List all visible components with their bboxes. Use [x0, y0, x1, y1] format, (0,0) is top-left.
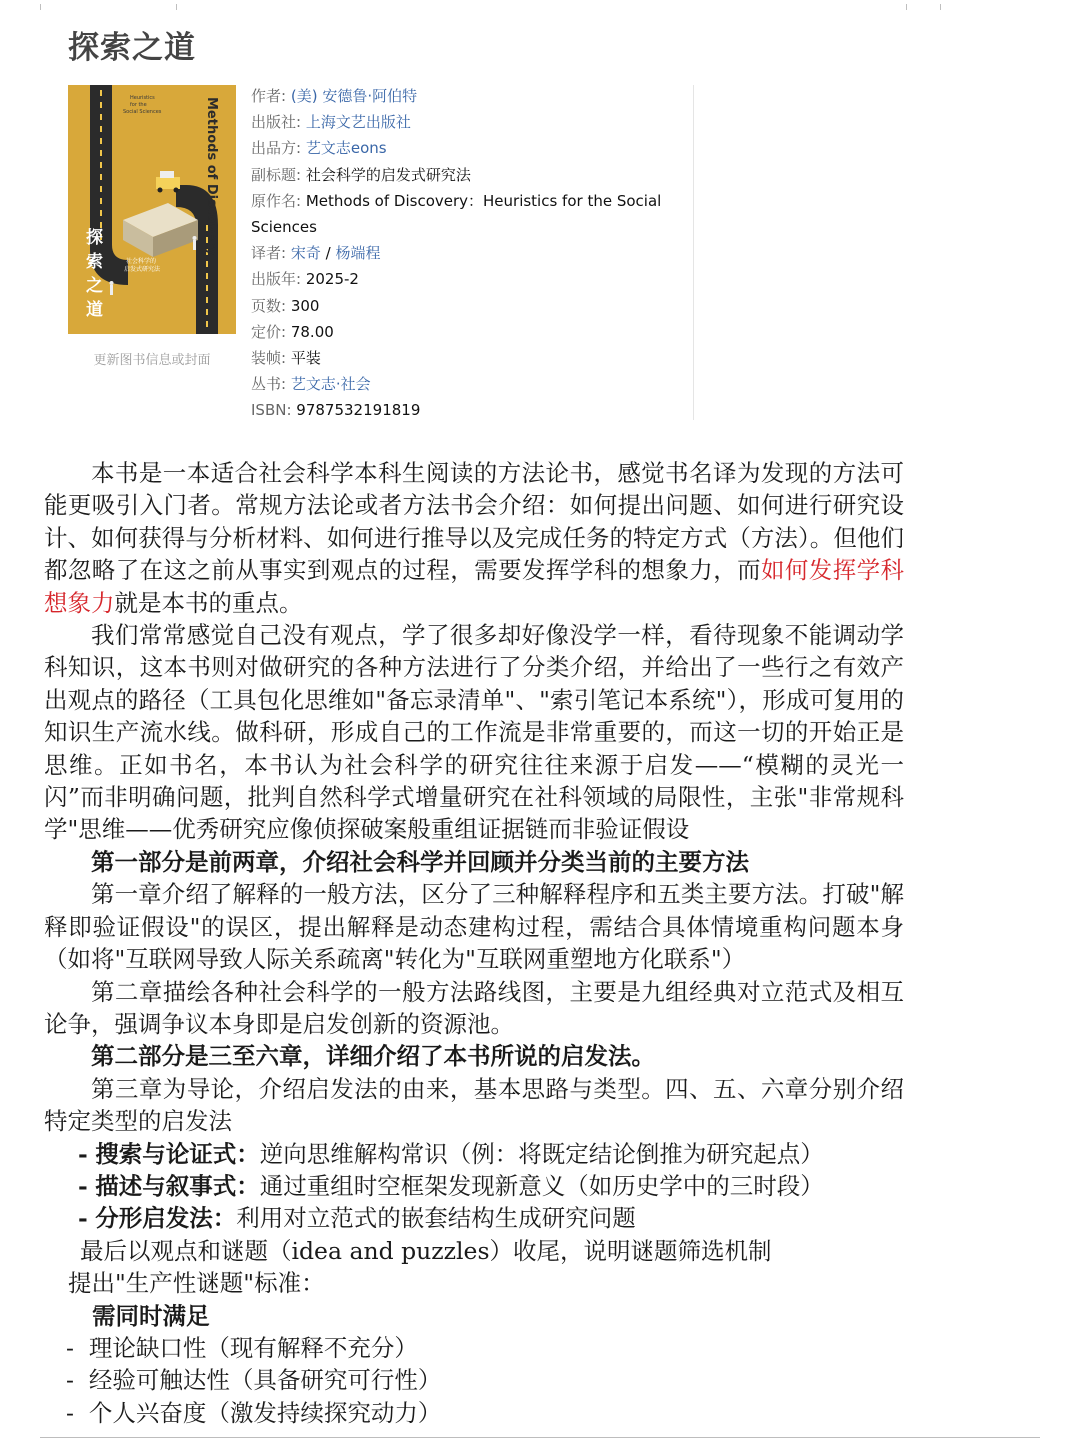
svg-text:道: 道 — [86, 300, 103, 320]
paragraph: 第一章介绍了解释的一般方法，区分了三种解释程序和五类主要方法。打破"解释即验证假设"的误区，提出解释是动态建构过程，需结合具体情境重构问题本身（如将"互联网导致人际关系疏离"转化为"互联网重塑地方化联系"） — [44, 880, 904, 974]
producer-link[interactable]: 艺文志eons — [305, 139, 387, 158]
svg-text:之: 之 — [86, 276, 103, 296]
svg-text:for the: for the — [130, 102, 147, 108]
book-metadata — [251, 83, 671, 424]
list-item: - 经验可触达性（具备研究可行性） — [66, 1366, 442, 1395]
divider — [40, 1437, 1040, 1438]
update-book-info-link[interactable]: 更新图书信息或封面 — [93, 353, 211, 368]
meta-publisher: 出版社: 上海文艺出版社 — [251, 113, 411, 132]
paragraph: 最后以观点和谜题（idea and puzzles）收尾，说明谜题筛选机制 — [80, 1236, 772, 1265]
translator-link[interactable]: 宋奇 — [290, 244, 321, 263]
list-item: - 理论缺口性（现有解释不充分） — [66, 1333, 418, 1362]
meta-year: 出版年: 2025-2 — [251, 270, 359, 289]
meta-price: 定价: 78.00 — [251, 322, 334, 341]
meta-pages: 页数: 300 — [251, 296, 320, 315]
svg-text:探: 探 — [86, 228, 103, 248]
paragraph: 提出"生产性谜题"标准： — [68, 1269, 325, 1298]
svg-text:社会科学的: 社会科学的 — [126, 258, 157, 265]
svg-text:Heuristics: Heuristics — [130, 95, 155, 101]
meta-subtitle: 副标题: 社会科学的启发式研究法 — [251, 165, 471, 184]
corner-mark — [176, 4, 177, 10]
cover-english-title: Methods of Discovery — [204, 97, 219, 256]
translator-link[interactable]: 杨端程 — [335, 244, 381, 263]
book-cover-image[interactable] — [68, 85, 236, 334]
paragraph: 第三章为导论，介绍启发法的由来，基本思路与类型。四、五、六章分别介绍特定类型的启发法 — [44, 1074, 904, 1136]
cover-illustration — [68, 85, 236, 334]
meta-binding: 装帧: 平装 — [251, 349, 321, 368]
list-item: - 分形启发法：利用对立范式的嵌套结构生成研究问题 — [78, 1204, 636, 1233]
paragraph: 本书是一本适合社会科学本科生阅读的方法论书，感觉书名译为发现的方法可能更吸引入门者。常规方法论或者方法书会介绍：如何提出问题、如何进行研究设计、如何获得与分析材料、如何进行推导以及完成任务的特定方式（方法）。但他们都忽略了在这之前从事实到观点的过程，需要发挥学科的想象力，而如何发挥学科想象力就是本书的重点。 — [44, 459, 904, 617]
meta-producer: 出品方: 艺文志eons — [251, 139, 387, 158]
meta-translator: 译者: 宋奇 / 杨端程 — [251, 244, 381, 263]
author-link[interactable]: (美) 安德鲁·阿伯特 — [290, 87, 418, 105]
list-item: - 搜索与论证式：逆向思维解构常识（例：将既定结论倒推为研究起点） — [78, 1139, 824, 1168]
meta-author: 作者: (美) 安德鲁·阿伯特 — [251, 87, 418, 105]
corner-mark — [40, 4, 41, 10]
svg-text:索: 索 — [86, 252, 103, 272]
publisher-link[interactable]: 上海文艺出版社 — [305, 113, 411, 132]
divider — [693, 85, 694, 420]
review-body — [44, 457, 904, 1429]
highlight-text: 如何发挥学科想象力 — [44, 556, 904, 617]
corner-mark — [906, 4, 907, 10]
corner-mark — [940, 4, 941, 10]
list-item: - 个人兴奋度（激发持续探究动力） — [66, 1398, 442, 1427]
list-item: - 描述与叙事式：通过重组时空框架发现新意义（如历史学中的三时段） — [78, 1171, 824, 1200]
paragraph: 第二章描绘各种社会科学的一般方法路线图，主要是九组经典对立范式及相互论争，强调争议本身即是启发创新的资源池。 — [44, 977, 904, 1038]
paragraph: 我们常常感觉自己没有观点，学了很多却好像没学一样，看待现象不能调动学科知识，这本书则对做研究的各种方法进行了分类介绍，并给出了一些行之有效产出观点的路径（工具包化思维如"备忘录清单"、"索引笔记本系统"），形成可复用的知识生产流水线。做科研，形成自己的工作流是非常重要的，而这一切的开始正是思维。正如书名，本书认为社会科学的研究往往来源于启发——“模糊的灵光一闪”而非明确问题，批判自然科学式增量研究在社科领域的局限性，主张"非常规科学"思维——优秀研究应像侦探破案般重组证据链而非验证假设 — [44, 621, 904, 844]
section-heading: 第二部分是三至六章，详细介绍了本书所说的启发法。 — [91, 1042, 655, 1071]
section-heading: 需同时满足 — [92, 1301, 210, 1330]
section-heading: 第一部分是前两章，介绍社会科学并回顾并分类当前的主要方法 — [91, 847, 749, 876]
book-title: 探索之道 — [68, 30, 196, 66]
svg-text:Social Sciences: Social Sciences — [123, 109, 162, 115]
meta-original-title: 原作名: Methods of Discovery：Heuristics for the Social Sciences — [251, 191, 662, 237]
meta-series: 丛书: 艺文志·社会 — [251, 375, 371, 394]
svg-text:启发式研究法: 启发式研究法 — [124, 266, 161, 273]
meta-isbn: ISBN: 9787532191819 — [251, 401, 421, 420]
series-link[interactable]: 艺文志·社会 — [290, 375, 371, 394]
